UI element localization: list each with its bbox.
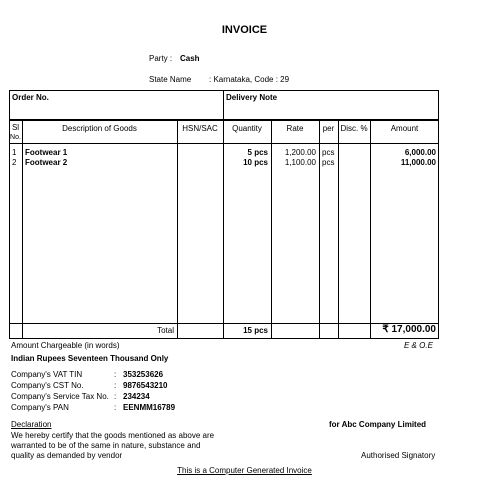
state-label: State Name <box>149 75 192 84</box>
row1-sl: 1 <box>12 148 17 157</box>
col-divider-sl <box>22 120 23 339</box>
company-signature-heading: for Abc Company Limited <box>329 420 427 429</box>
total-label: Total <box>157 326 174 335</box>
header-disc: Disc. % <box>340 124 368 133</box>
state-value: : Karnataka, Code : 29 <box>209 75 290 84</box>
row1-description: Footwear 1 <box>25 148 68 157</box>
invoice-title: INVOICE <box>221 24 268 36</box>
row2-sl: 2 <box>12 158 17 167</box>
vat-colon: : <box>114 370 117 379</box>
pan-label: Company's PAN <box>11 403 69 412</box>
row1-rate: 1,200.00 <box>284 148 316 157</box>
cst-label: Company's CST No. <box>11 381 84 390</box>
order-no-label: Order No. <box>12 93 49 102</box>
amount-in-words: Indian Rupees Seventeen Thousand Only <box>11 354 169 363</box>
total-amount: ₹ 17,000.00 <box>382 324 436 335</box>
declaration-line-1: We hereby certify that the goods mentioned as above are <box>11 431 215 440</box>
row1-amount: 6,000.00 <box>404 148 436 157</box>
cst-colon: : <box>114 381 117 390</box>
vat-value: 353253626 <box>123 370 164 379</box>
service-tax-value: 234234 <box>123 392 150 401</box>
row1-quantity: 5 pcs <box>247 148 268 157</box>
declaration-heading: Declaration <box>11 420 52 429</box>
eoe-label: E & O.E <box>404 341 433 350</box>
col-divider-desc <box>177 120 178 339</box>
service-tax-label: Company's Service Tax No. <box>11 392 109 401</box>
computer-generated-note-wrap <box>0 466 489 475</box>
header-rate: Rate <box>286 124 304 133</box>
col-divider-rate <box>319 120 320 339</box>
party-label: Party : <box>149 54 173 63</box>
order-delivery-box <box>9 90 439 120</box>
pan-colon: : <box>114 403 117 412</box>
delivery-note-label: Delivery Note <box>226 93 278 102</box>
row2-per: pcs <box>322 158 335 167</box>
header-per: per <box>322 124 335 133</box>
row1-per: pcs <box>322 148 335 157</box>
header-quantity: Quantity <box>232 124 262 133</box>
cst-value: 9876543210 <box>123 381 168 390</box>
row2-amount: 11,000.00 <box>400 158 436 167</box>
declaration-line-2: warranted to be of the same in nature, substance and <box>11 441 201 450</box>
authorised-signatory: Authorised Signatory <box>361 451 436 460</box>
header-divider <box>9 143 439 144</box>
declaration-line-3: quality as demanded by vendor <box>11 451 123 460</box>
header-no-text: No. <box>10 134 21 141</box>
header-sl-text: Sl <box>11 123 20 132</box>
col-divider-per <box>338 120 339 339</box>
amount-words-label: Amount Chargeable (in words) <box>11 341 120 350</box>
row2-quantity: 10 pcs <box>243 158 268 167</box>
order-delivery-divider <box>223 90 224 120</box>
vat-label: Company's VAT TIN <box>11 370 83 379</box>
party-value: Cash <box>180 54 200 63</box>
header-hsn: HSN/SAC <box>182 124 218 133</box>
service-tax-colon: : <box>114 392 117 401</box>
header-sl <box>9 123 22 143</box>
header-amount: Amount <box>390 124 419 133</box>
row2-rate: 1,100.00 <box>284 158 316 167</box>
row2-description: Footwear 2 <box>25 158 68 167</box>
header-description: Description of Goods <box>62 124 137 133</box>
pan-value: EENMM16789 <box>123 403 176 412</box>
computer-generated-note: This is a Computer Generated Invoice <box>177 466 312 475</box>
total-quantity: 15 pcs <box>243 326 268 335</box>
